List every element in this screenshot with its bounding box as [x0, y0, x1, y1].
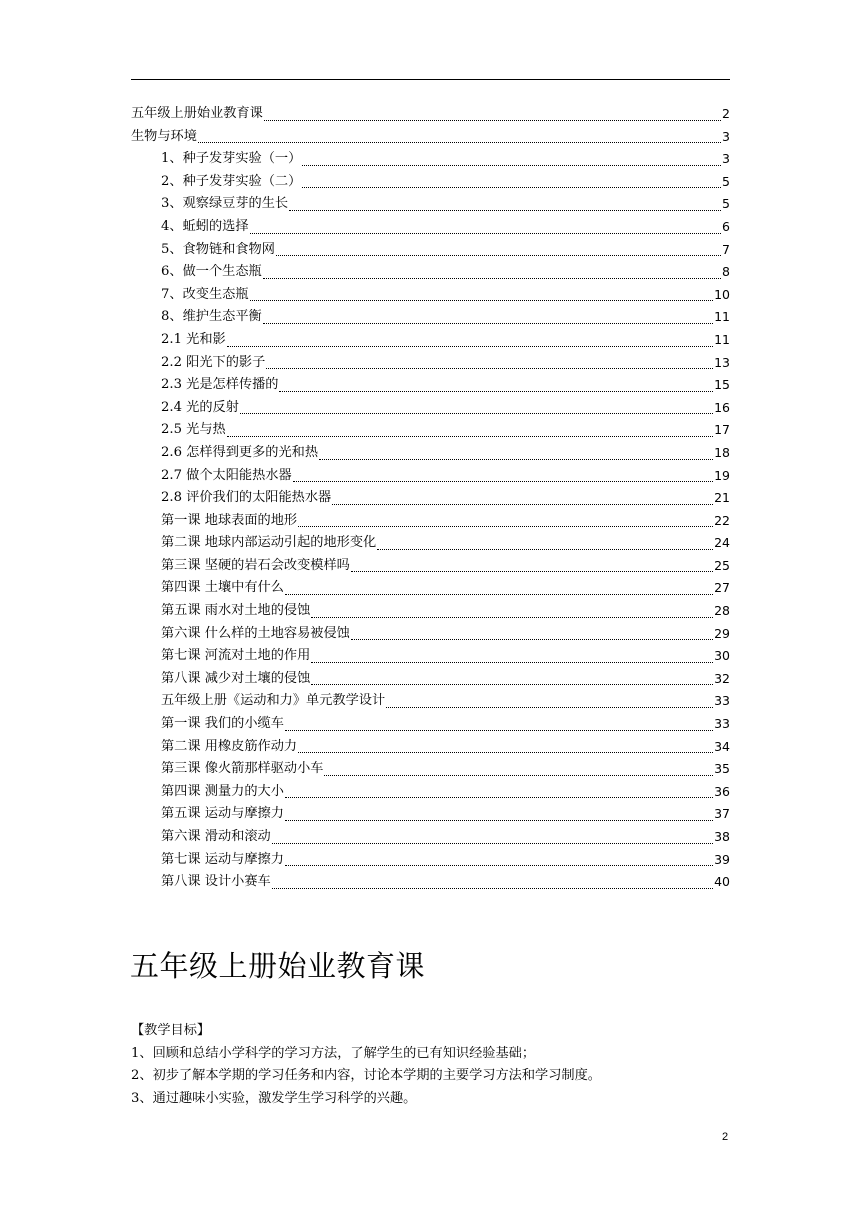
toc-leader-dots	[311, 662, 713, 663]
objective-item: 1、回顾和总结小学科学的学习方法，了解学生的已有知识经验基础；	[131, 1045, 536, 1061]
toc-entry-title: 第四课 测量力的大小	[161, 783, 284, 799]
toc-entry[interactable]	[131, 803, 730, 826]
toc-entry-title: 2.1 光和影	[161, 331, 226, 347]
toc-entry-page: 5	[722, 196, 730, 212]
objective-item: 3、通过趣味小实验，激发学生学习科学的兴趣。	[131, 1090, 417, 1106]
toc-entry-page: 33	[714, 693, 730, 709]
toc-entry-page: 40	[714, 874, 730, 890]
toc-leader-dots	[298, 526, 713, 527]
toc-leader-dots	[386, 707, 713, 708]
toc-entry[interactable]	[131, 284, 730, 307]
toc-entry[interactable]	[131, 465, 730, 488]
toc-entry-title: 2.3 光是怎样传播的	[161, 377, 279, 393]
toc-entry[interactable]	[131, 600, 730, 623]
toc-leader-dots	[311, 617, 713, 618]
objectives-label: 【教学目标】	[131, 1023, 211, 1038]
toc-entry-title: 第五课 雨水对土地的侵蚀	[161, 603, 311, 619]
toc-leader-dots	[264, 120, 721, 121]
toc-entry-title: 2.7 做个太阳能热水器	[161, 467, 292, 483]
toc-entry-page: 35	[714, 761, 730, 777]
toc-entry-page: 2	[722, 106, 730, 121]
toc-entry-page: 8	[722, 264, 730, 280]
toc-entry-page: 6	[722, 218, 730, 234]
toc-leader-dots	[311, 684, 713, 685]
toc-entry-page: 3	[722, 128, 730, 144]
toc-leader-dots	[324, 775, 713, 776]
toc-leader-dots	[351, 639, 713, 640]
toc-entry-title: 五年级上册《运动和力》单元教学设计	[161, 693, 386, 709]
toc-entry-title: 第六课 什么样的土地容易被侵蚀	[161, 625, 350, 641]
toc-entry-title: 8、维护生态平衡	[161, 309, 262, 325]
toc-entry-title: 2.2 阳光下的影子	[161, 354, 266, 370]
toc-leader-dots	[227, 436, 713, 437]
toc-leader-dots	[263, 323, 713, 324]
toc-entry-title: 2.6 怎样得到更多的光和热	[161, 444, 319, 460]
toc-leader-dots	[266, 368, 713, 369]
toc-entry[interactable]	[131, 148, 730, 171]
toc-entry[interactable]	[131, 216, 730, 239]
toc-entry-page: 16	[714, 399, 730, 415]
page-number: 2	[722, 1131, 729, 1143]
toc-entry[interactable]	[131, 193, 730, 216]
toc-entry-page: 10	[714, 286, 730, 302]
toc-entry[interactable]	[131, 871, 730, 894]
toc-entry-title: 第三课 像火箭那样驱动小车	[161, 761, 324, 777]
toc-entry-page: 24	[714, 535, 730, 551]
toc-entry-page: 29	[714, 625, 730, 641]
toc-entry-page: 27	[714, 580, 730, 596]
toc-entry[interactable]	[131, 261, 730, 284]
toc-leader-dots	[298, 752, 713, 753]
toc-entry-title: 4、蚯蚓的选择	[161, 218, 249, 234]
toc-entry[interactable]	[131, 668, 730, 691]
toc-leader-dots	[227, 346, 713, 347]
toc-entry[interactable]	[131, 623, 730, 646]
toc-entry-title: 2.4 光的反射	[161, 399, 239, 415]
toc-leader-dots	[263, 278, 721, 279]
toc-entry-title: 5、食物链和食物网	[161, 241, 275, 257]
toc-entry-title: 第五课 运动与摩擦力	[161, 806, 284, 822]
toc-entry[interactable]	[131, 713, 730, 736]
toc-entry-page: 7	[722, 241, 730, 257]
toc-entry-title: 第一课 我们的小缆车	[161, 716, 284, 732]
toc-entry-title: 2、种子发芽实验（二）	[161, 173, 302, 189]
section-body	[131, 1020, 731, 1110]
toc-leader-dots	[272, 843, 713, 844]
toc-entry[interactable]	[131, 645, 730, 668]
toc-entry-page: 33	[714, 716, 730, 732]
toc-entry-title: 7、改变生态瓶	[161, 286, 249, 302]
toc-entry[interactable]	[131, 442, 730, 465]
toc-entry-page: 38	[714, 829, 730, 844]
toc-entry[interactable]	[131, 532, 730, 555]
toc-entry-page: 34	[714, 738, 730, 754]
toc-entry[interactable]	[131, 419, 730, 442]
toc-entry-title: 第四课 土壤中有什么	[161, 580, 284, 596]
toc-entry-title: 1、种子发芽实验（一）	[161, 151, 302, 167]
toc-entry[interactable]	[131, 397, 730, 420]
toc-entry[interactable]	[131, 781, 730, 804]
toc-entry[interactable]	[131, 510, 730, 533]
toc-entry[interactable]	[131, 329, 730, 352]
toc-leader-dots	[279, 391, 713, 392]
toc-entry-title: 3、观察绿豆芽的生长	[161, 196, 289, 212]
toc-entry-page: 32	[714, 670, 730, 686]
toc-leader-dots	[198, 142, 721, 143]
toc-entry-title: 第六课 滑动和滚动	[161, 829, 271, 844]
toc-leader-dots	[272, 888, 713, 889]
toc-entry-page: 18	[714, 444, 730, 460]
toc-leader-dots	[302, 165, 721, 166]
section-heading: 五年级上册始业教育课	[130, 949, 426, 983]
toc-leader-dots	[319, 459, 713, 460]
toc-leader-dots	[332, 504, 713, 505]
toc-entry-page: 11	[714, 309, 730, 325]
toc-leader-dots	[285, 865, 713, 866]
toc-leader-dots	[250, 233, 722, 234]
toc-entry-page: 37	[714, 806, 730, 822]
toc-entry-page: 22	[714, 512, 730, 528]
toc-entry-page: 15	[714, 377, 730, 393]
toc-entry-title: 2.8 评价我们的太阳能热水器	[161, 490, 332, 506]
toc-entry[interactable]	[131, 171, 730, 194]
toc-entry-page: 30	[714, 648, 730, 664]
toc-leader-dots	[250, 300, 714, 301]
toc-entry-page: 13	[714, 354, 730, 370]
toc-entry[interactable]	[131, 577, 730, 600]
toc-entry-page: 36	[714, 783, 730, 799]
toc-entry[interactable]	[131, 690, 730, 713]
toc-entry-title: 2.5 光与热	[161, 422, 226, 438]
toc-leader-dots	[285, 797, 713, 798]
toc-entry-title: 6、做一个生态瓶	[161, 264, 262, 280]
toc-leader-dots	[240, 413, 713, 414]
toc-leader-dots	[351, 571, 713, 572]
toc-entry-page: 25	[714, 557, 730, 573]
toc-entry[interactable]	[131, 103, 730, 126]
toc-entry-title: 第八课 减少对土壤的侵蚀	[161, 670, 311, 686]
toc-entry-title: 第二课 用橡皮筋作动力	[161, 738, 298, 754]
toc-entry[interactable]	[131, 555, 730, 578]
toc-entry-page: 19	[714, 467, 730, 483]
toc-entry[interactable]	[131, 736, 730, 759]
toc-entry[interactable]	[131, 374, 730, 397]
toc-entry-page: 28	[714, 603, 730, 619]
toc-leader-dots	[377, 549, 713, 550]
toc-entry-page: 39	[714, 851, 730, 867]
toc-leader-dots	[285, 730, 713, 731]
toc-leader-dots	[276, 255, 721, 256]
toc-entry[interactable]	[131, 306, 730, 329]
toc-entry-title: 第七课 运动与摩擦力	[161, 851, 284, 867]
table-of-contents	[131, 103, 730, 894]
toc-entry[interactable]	[131, 239, 730, 262]
toc-entry[interactable]	[131, 758, 730, 781]
toc-entry-title: 五年级上册始业教育课	[131, 106, 263, 121]
toc-entry-page: 21	[714, 490, 730, 506]
toc-entry-page: 5	[722, 173, 730, 189]
toc-entry-title: 第二课 地球内部运动引起的地形变化	[161, 535, 377, 551]
objective-item: 2、初步了解本学期的学习任务和内容，讨论本学期的主要学习方法和学习制度。	[131, 1068, 601, 1084]
toc-entry-title: 生物与环境	[131, 128, 197, 144]
toc-leader-dots	[285, 820, 713, 821]
toc-leader-dots	[293, 481, 713, 482]
toc-entry[interactable]	[131, 826, 730, 849]
toc-entry-page: 11	[714, 331, 730, 347]
header-rule	[131, 79, 730, 80]
toc-entry-page: 3	[722, 151, 730, 167]
toc-leader-dots	[289, 210, 721, 211]
toc-entry-title: 第七课 河流对土地的作用	[161, 648, 311, 664]
toc-entry-title: 第一课 地球表面的地形	[161, 512, 298, 528]
toc-entry[interactable]	[131, 126, 730, 149]
toc-entry-title: 第三课 坚硬的岩石会改变模样吗	[161, 557, 350, 573]
toc-entry-page: 17	[714, 422, 730, 438]
toc-entry[interactable]	[131, 849, 730, 872]
toc-leader-dots	[302, 187, 721, 188]
toc-leader-dots	[285, 594, 713, 595]
toc-entry[interactable]	[131, 487, 730, 510]
toc-entry-title: 第八课 设计小赛车	[161, 874, 271, 890]
toc-entry[interactable]	[131, 352, 730, 375]
